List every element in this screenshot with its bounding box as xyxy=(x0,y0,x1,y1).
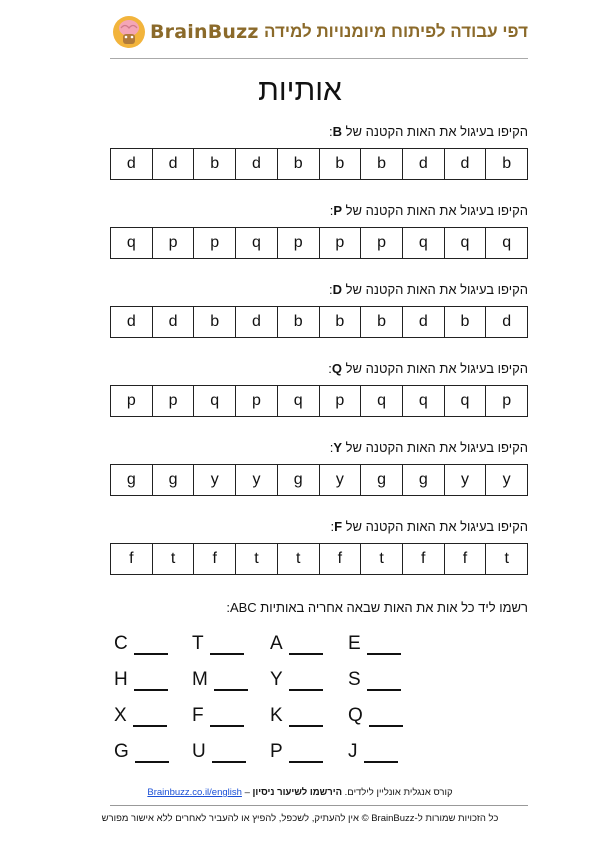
letter-cell[interactable]: q xyxy=(193,386,235,416)
letter-cell[interactable]: d xyxy=(402,149,444,179)
answer-blank[interactable] xyxy=(369,711,403,727)
letter-cell[interactable]: p xyxy=(193,228,235,258)
letter-cell[interactable]: q xyxy=(277,386,319,416)
abc-item xyxy=(270,741,348,763)
letter-cell[interactable]: g xyxy=(126,471,136,488)
letter-cell[interactable]: f xyxy=(319,544,361,574)
instruction-text: הקיפו בעיגול את האות הקטנה של xyxy=(345,124,528,139)
abc-row xyxy=(114,734,434,770)
exercise-instruction: הקיפו בעיגול את האות הקטנה של D: xyxy=(329,282,528,297)
answer-blank[interactable] xyxy=(212,747,246,763)
footer-dash: – xyxy=(244,787,250,798)
target-letter: P xyxy=(333,203,343,218)
instruction-text: הקיפו בעיגול את האות הקטנה של xyxy=(345,519,528,534)
answer-blank[interactable] xyxy=(210,639,244,655)
letter-cell[interactable]: y xyxy=(485,465,527,495)
abc-letter: H xyxy=(114,669,128,690)
letter-cell[interactable]: b xyxy=(485,149,527,179)
abc-letter: C xyxy=(114,633,128,654)
letter-cell[interactable]: y xyxy=(193,465,235,495)
page-title: אותיות xyxy=(258,74,342,107)
brand-name: BrainBuzz xyxy=(150,21,259,43)
abc-letter: M xyxy=(192,669,208,690)
abc-item xyxy=(114,741,192,763)
letter-cell[interactable]: p xyxy=(152,386,194,416)
letter-cell[interactable]: d xyxy=(235,307,277,337)
answer-blank[interactable] xyxy=(289,639,323,655)
abc-letter: E xyxy=(348,633,361,654)
instruction-text: הקיפו בעיגול את האות הקטנה של xyxy=(345,282,528,297)
letter-cell[interactable]: g xyxy=(402,465,444,495)
target-letter: F xyxy=(334,519,343,534)
letter-cell[interactable]: d xyxy=(485,307,527,337)
instruction-text: הקיפו בעיגול את האות הקטנה של xyxy=(345,440,528,455)
letter-cell[interactable]: g xyxy=(277,465,319,495)
letter-cell[interactable]: b xyxy=(277,307,319,337)
letter-cell[interactable]: b xyxy=(444,307,486,337)
letter-cell[interactable]: p xyxy=(126,392,136,409)
answer-blank[interactable] xyxy=(364,747,398,763)
letter-exercise xyxy=(110,282,528,338)
letter-cell[interactable]: p xyxy=(235,386,277,416)
abc-item xyxy=(114,669,192,691)
letter-cell[interactable]: p xyxy=(319,386,361,416)
letter-cell[interactable]: y xyxy=(235,465,277,495)
answer-blank[interactable] xyxy=(289,675,323,691)
abc-letter: Y xyxy=(270,669,283,690)
letter-cell[interactable]: y xyxy=(319,465,361,495)
target-letter: Q xyxy=(331,361,343,376)
abc-letter: J xyxy=(348,741,358,762)
letter-exercise xyxy=(110,203,528,259)
letter-cell[interactable]: b xyxy=(193,307,235,337)
letter-cell[interactable]: t xyxy=(152,544,194,574)
letter-cell[interactable]: b xyxy=(360,307,402,337)
exercise-instruction: הקיפו בעיגול את האות הקטנה של Y: xyxy=(329,440,528,455)
abc-item xyxy=(270,633,348,655)
abc-letter: U xyxy=(192,741,206,762)
answer-blank[interactable] xyxy=(214,675,248,691)
answer-blank[interactable] xyxy=(134,639,168,655)
footer-copyright: כל הזכויות שמורות ל-BrainBuzz © אין להעתיק, לשכפל, להפיץ או להעביר לאחרים ללא אישור מפורש xyxy=(101,813,499,824)
letter-grid xyxy=(110,464,528,496)
brand-logo xyxy=(112,14,262,50)
abc-item xyxy=(192,633,270,655)
letter-cell[interactable]: q xyxy=(235,228,277,258)
abc-item xyxy=(348,669,426,691)
exercise-instruction: הקיפו בעיגול את האות הקטנה של Q: xyxy=(328,361,528,376)
letter-cell[interactable]: d xyxy=(444,149,486,179)
target-letter: Y xyxy=(333,440,343,455)
instruction-text: הקיפו בעיגול את האות הקטנה של xyxy=(345,203,528,218)
abc-instruction: רשמו ליד כל אות את האות שבאה אחריה באותיות ABC: xyxy=(226,600,528,615)
abc-letter: S xyxy=(348,669,361,690)
letter-cell[interactable]: q xyxy=(485,228,527,258)
letter-cell[interactable]: q xyxy=(402,228,444,258)
answer-blank[interactable] xyxy=(289,711,323,727)
abc-item xyxy=(348,633,426,655)
letter-cell[interactable]: p xyxy=(485,386,527,416)
brain-mascot-icon xyxy=(112,15,146,49)
letter-grid xyxy=(110,227,528,259)
exercise-instruction: הקיפו בעיגול את האות הקטנה של B: xyxy=(329,124,528,139)
answer-blank[interactable] xyxy=(134,675,168,691)
abc-letter: F xyxy=(192,705,204,726)
letter-exercise xyxy=(110,361,528,417)
target-letter: D xyxy=(332,282,343,297)
abc-row xyxy=(114,626,434,662)
abc-item xyxy=(192,741,270,763)
letter-exercise xyxy=(110,519,528,575)
letter-cell[interactable]: q xyxy=(444,386,486,416)
abc-letter: Q xyxy=(348,705,363,726)
abc-letter: G xyxy=(114,741,129,762)
abc-item xyxy=(348,741,426,763)
abc-item xyxy=(192,669,270,691)
abc-letter: K xyxy=(270,705,283,726)
answer-blank[interactable] xyxy=(135,747,169,763)
footer-promo-text: קורס אנגלית אונליין לילדים. xyxy=(344,787,453,798)
abc-item xyxy=(270,705,348,727)
letter-cell[interactable]: b xyxy=(360,149,402,179)
abc-row xyxy=(114,662,434,698)
letter-cell[interactable]: b xyxy=(319,307,361,337)
letter-cell[interactable]: t xyxy=(235,544,277,574)
answer-blank[interactable] xyxy=(367,639,401,655)
letter-cell[interactable]: b xyxy=(193,149,235,179)
abc-row xyxy=(114,698,434,734)
letter-cell[interactable]: p xyxy=(277,228,319,258)
letter-exercise xyxy=(110,124,528,180)
abc-grid xyxy=(114,626,434,770)
abc-item xyxy=(114,705,192,727)
letter-cell[interactable]: d xyxy=(126,155,136,172)
letter-cell[interactable]: f xyxy=(402,544,444,574)
letter-cell[interactable]: f xyxy=(129,550,134,567)
letter-grid xyxy=(110,543,528,575)
letter-cell[interactable]: g xyxy=(360,465,402,495)
letter-cell[interactable]: d xyxy=(152,307,194,337)
abc-item xyxy=(192,705,270,727)
letter-cell[interactable]: b xyxy=(319,149,361,179)
footer-divider xyxy=(110,805,528,806)
instruction-text: הקיפו בעיגול את האות הקטנה של xyxy=(345,361,528,376)
letter-cell[interactable]: d xyxy=(126,313,136,330)
letter-cell[interactable]: y xyxy=(444,465,486,495)
exercise-instruction: הקיפו בעיגול את האות הקטנה של F: xyxy=(330,519,528,534)
abc-item xyxy=(348,705,426,727)
letter-cell[interactable]: d xyxy=(235,149,277,179)
letter-grid xyxy=(110,148,528,180)
letter-cell[interactable]: g xyxy=(152,465,194,495)
letter-cell[interactable]: p xyxy=(360,228,402,258)
abc-item xyxy=(270,669,348,691)
letter-cell[interactable]: q xyxy=(444,228,486,258)
footer-promo xyxy=(0,787,600,798)
letter-cell[interactable]: q xyxy=(402,386,444,416)
answer-blank[interactable] xyxy=(367,675,401,691)
abc-item xyxy=(114,633,192,655)
letter-cell[interactable]: q xyxy=(126,234,136,251)
letter-exercise xyxy=(110,440,528,496)
letter-cell[interactable]: p xyxy=(152,228,194,258)
answer-blank[interactable] xyxy=(133,711,167,727)
letter-cell[interactable]: b xyxy=(277,149,319,179)
header-title: דפי עבודה לפיתוח מיומנויות למידה xyxy=(264,22,528,41)
letter-cell[interactable]: t xyxy=(277,544,319,574)
letter-cell[interactable]: t xyxy=(485,544,527,574)
letter-grid xyxy=(110,385,528,417)
abc-letter: A xyxy=(270,633,283,654)
letter-cell[interactable]: p xyxy=(319,228,361,258)
letter-grid xyxy=(110,306,528,338)
abc-letter: P xyxy=(270,741,283,762)
letter-cell[interactable]: f xyxy=(193,544,235,574)
letter-cell[interactable]: d xyxy=(402,307,444,337)
letter-cell[interactable]: t xyxy=(360,544,402,574)
exercise-instruction: הקיפו בעיגול את האות הקטנה של P: xyxy=(329,203,528,218)
letter-cell[interactable]: d xyxy=(152,149,194,179)
letter-cell[interactable]: q xyxy=(360,386,402,416)
answer-blank[interactable] xyxy=(210,711,244,727)
abc-letter: X xyxy=(114,705,127,726)
letter-cell[interactable]: f xyxy=(444,544,486,574)
answer-blank[interactable] xyxy=(289,747,323,763)
abc-letter: T xyxy=(192,633,204,654)
footer-link[interactable]: Brainbuzz.co.il/english xyxy=(147,787,242,798)
header-divider xyxy=(110,58,528,59)
target-letter: B xyxy=(332,124,343,139)
footer-promo-bold: הירשמו לשיעור ניסיון xyxy=(252,787,343,798)
